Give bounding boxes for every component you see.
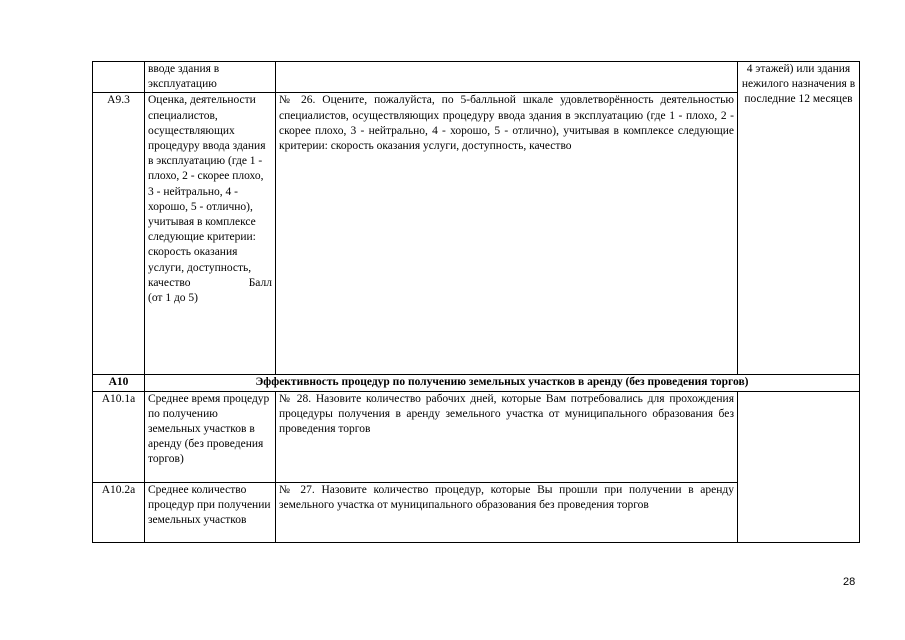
- survey-question: [276, 62, 738, 93]
- survey-question: № 26. Оцените, пожалуйста, по 5-балльной шкале удовлетворённость деятельностью специалистов, осуществляющих процедуру ввода здания в эксплуатацию (где 1 - плохо, 2 - скорее плохо, 3 - нейтрально, 4 - хорошо, 5 - отлично), учитывая в комплексе следующие критерии: скорость оказания услуги, доступность, качество: [276, 93, 738, 375]
- indicator-description: Среднее время процедур по получению земельных участков в аренду (без проведения торгов): [145, 391, 276, 482]
- indicator-table: [92, 61, 860, 543]
- indicator-description-text: Оценка, деятельности специалистов, осуществляющих процедуру ввода здания в эксплуатацию (где 1 - плохо, 2 - скорее плохо, 3 - нейтрально, 4 - хорошо, 5 - отлично), учитывая в комплексе следующие критерии: скорость оказания услуги, доступность,: [148, 94, 266, 274]
- indicator-description: [145, 93, 276, 375]
- survey-question: № 27. Назовите количество процедур, которые Вы прошли при получении в аренду земельного участка от муниципального образования без проведения торгов: [276, 482, 738, 542]
- section-code: А10: [93, 375, 145, 391]
- indicator-code: А10.1а: [93, 391, 145, 482]
- indicator-description: Среднее количество процедур при получении земельных участков: [145, 482, 276, 542]
- indicator-description-tail: качество: [148, 276, 191, 289]
- indicator-code-cell: [93, 62, 145, 93]
- unit-row: [148, 276, 272, 291]
- unit-label: Балл: [248, 276, 272, 289]
- table-row: [93, 391, 860, 482]
- survey-question: № 28. Назовите количество рабочих дней, которые Вам потребовались для прохождения процедуры получения в аренду земельного участка от муниципального образования без проведения торгов: [276, 391, 738, 482]
- respondent-note: 4 этажей) или здания нежилого назначения в последние 12 месяцев: [738, 62, 860, 375]
- indicator-code: А10.2а: [93, 482, 145, 542]
- respondent-note: [738, 391, 860, 542]
- indicator-description: вводе здания в эксплуатацию: [145, 62, 276, 93]
- section-title: Эффективность процедур по получению земельных участков в аренду (без проведения торгов): [145, 375, 860, 391]
- unit-scale: (от 1 до 5): [148, 292, 199, 305]
- indicator-code: А9.3: [93, 93, 145, 375]
- section-header-row: [93, 375, 860, 391]
- table-row: [93, 62, 860, 93]
- page-number: 28: [843, 576, 856, 588]
